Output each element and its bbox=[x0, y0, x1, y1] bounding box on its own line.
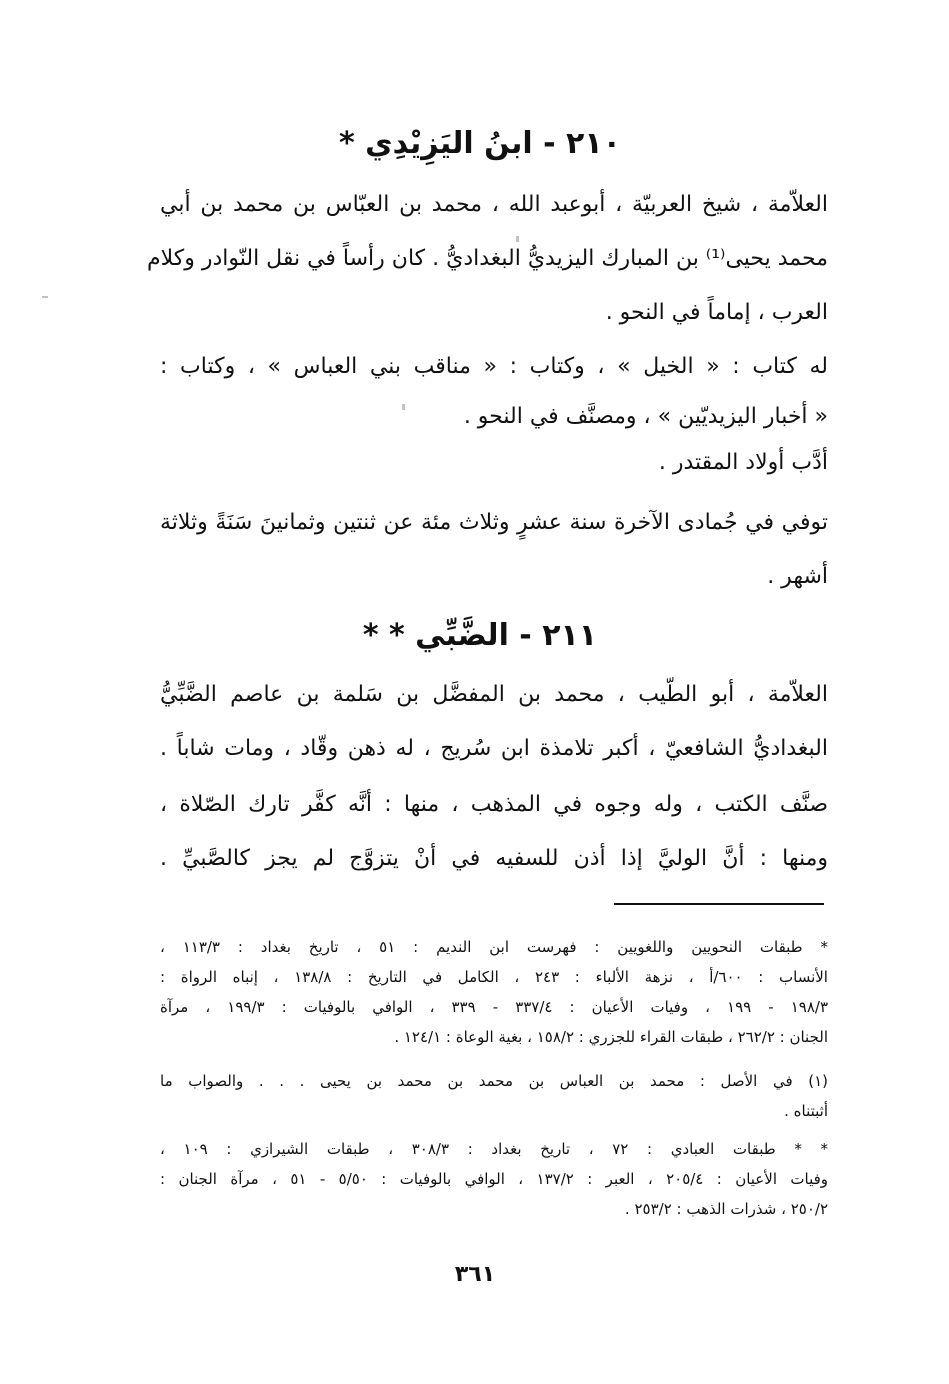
footnote-line: وفيات الأعيان : ٢٠٥/٤ ، العبر : ١٣٧/٢ ، الوافي بالوفيات : ٥/٥٠ - ٥١ ، مرآة الجنان : bbox=[160, 1170, 829, 1188]
entry-210-heading: ٢١٠ - ابنُ اليَزِيْدِي * bbox=[339, 126, 621, 161]
entry-210-paragraph-1 bbox=[146, 178, 828, 340]
text-line: صنَّف الكتب ، وله وجوه في المذهب ، منها : أنَّه كفَّر تارك الصّلاة ، bbox=[160, 792, 828, 817]
scan-speck bbox=[42, 296, 48, 298]
text-line: العرب ، إماماً في النحو . bbox=[605, 300, 828, 325]
page-number: ٣٦١ bbox=[454, 1262, 496, 1287]
text-line: العلاّمة ، أبو الطّيب ، محمد بن المفضَّل بن سَلمة بن عاصم الضَّبِّيُّ bbox=[160, 682, 828, 707]
footnote-line: (١) في الأصل : محمد بن العباس بن محمد بن محمد بن يحيى . . . والصواب ما bbox=[160, 1072, 828, 1090]
text-line: أشهر . bbox=[767, 564, 828, 589]
text-line: له كتاب : « الخيل » ، وكتاب : « مناقب بني العباس » ، وكتاب : bbox=[160, 354, 828, 379]
text-line: ومنها : أنَّ الوليَّ إذا أذن للسفيه في أنْ يتزوَّج لم يجز كالصَّبيِّ . bbox=[160, 846, 828, 871]
footnote-line: الجنان : ٢٦٢/٢ ، طبقات القراء للجزري : ١٥٨/٢ ، بغية الوعاة : ١٢٤/١ . bbox=[394, 1028, 828, 1046]
entry-211-heading: ٢١١ - الضَّبِّي * * bbox=[362, 618, 598, 653]
footnote-line: الأنساب : ٦٠٠/أ ، نزهة الألباء : ٢٤٣ ، الكامل في التاريخ : ١٣٨/٨ ، إنباه الرواة : bbox=[160, 968, 828, 986]
text-line: البغداديُّ الشافعيّ ، أكبر تلامذة ابن سُريج ، له ذهن وقّاد ، ومات شاباً . bbox=[160, 736, 828, 761]
entry-211-paragraph-1 bbox=[160, 668, 828, 776]
text-line: توفي في جُمادى الآخرة سنة عشرٍ وثلاث مئة عن ثنتين وثمانينَ سَنَةً وثلاثة bbox=[160, 510, 828, 535]
footnote-entry-210 bbox=[160, 932, 828, 1052]
footnote-entry-211 bbox=[160, 1134, 828, 1224]
footnote-separator bbox=[614, 903, 824, 905]
entry-210-paragraph-3 bbox=[160, 496, 828, 604]
text-line: العلاّمة ، شيخ العربيّة ، أبوعبد الله ، محمد بن العبّاس بن محمد بن أبي bbox=[160, 192, 828, 217]
scan-speck bbox=[402, 404, 405, 410]
footnote-line: ١٩٨/٣ - ١٩٩ ، وفيات الأعيان : ٣٣٧/٤ - ٣٣٩ ، الوافي بالوفيات : ١٩٩/٣ ، مرآة bbox=[160, 998, 829, 1016]
footnote-line: ٢٥٠/٢ ، شذرات الذهب : ٢٥٣/٢ . bbox=[624, 1200, 828, 1218]
entry-210-paragraph-2 bbox=[160, 340, 828, 486]
entry-211-paragraph-2 bbox=[160, 778, 828, 886]
footnote-1 bbox=[160, 1066, 828, 1126]
text-line: أدَّب أولاد المقتدر . bbox=[658, 450, 828, 475]
scan-speck bbox=[516, 236, 519, 242]
footnote-line: أثبتناه . bbox=[784, 1102, 828, 1120]
text-line: « أخبار اليزيديّين » ، ومصنَّف في النحو . bbox=[463, 404, 828, 429]
footnote-line: * * طبقات العبادي : ٧٢ ، تاريخ بغداد : ٣٠٨/٣ ، طبقات الشيرازي : ١٠٩ ، bbox=[160, 1140, 829, 1158]
text-line: محمد يحيى⁽¹⁾ بن المبارك اليزيديُّ البغداديُّ . كان رأساً في نقل النّوادر وكلام bbox=[146, 246, 828, 271]
footnote-line: * طبقات النحويين واللغويين : فهرست ابن النديم : ٥١ ، تاريخ بغداد : ١١٣/٣ ، bbox=[160, 938, 828, 956]
